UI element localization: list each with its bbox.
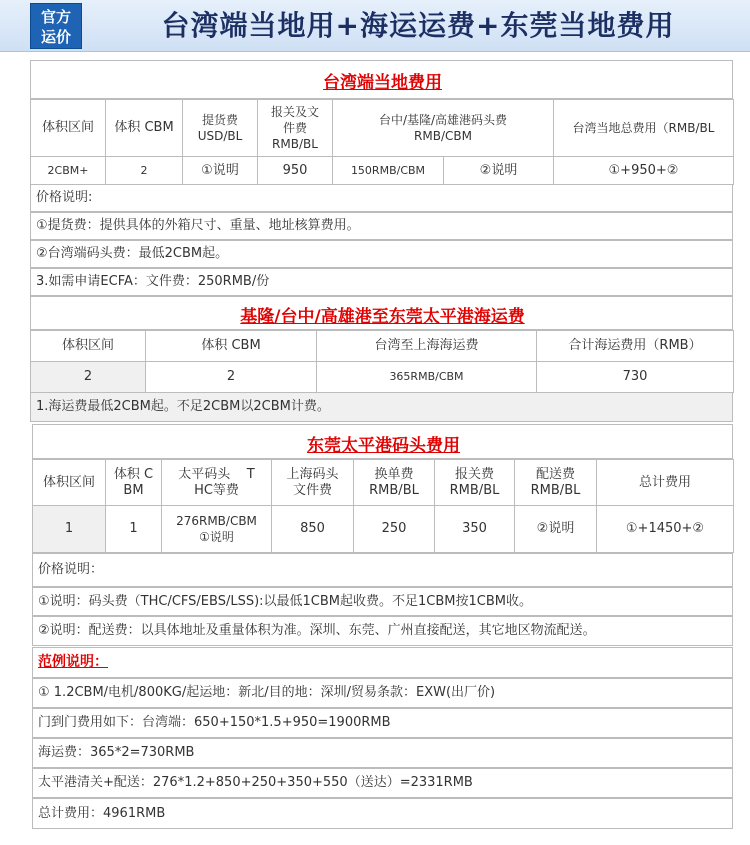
example-title: 范例说明： <box>38 654 108 670</box>
s2-header-volume-cbm: 体积 CBM <box>146 331 317 362</box>
s1-cell-range: 2CBM+ <box>31 157 106 185</box>
official-price-badge <box>30 3 82 49</box>
badge-line-1: 官方 <box>40 8 71 26</box>
s3-cell-total: ①+1450+② <box>597 506 734 553</box>
s2-cell-range: 2 <box>31 362 146 393</box>
s2-cell-rate: 365RMB/CBM <box>317 362 537 393</box>
example-line-1: 门到门费用如下：台湾端：650+150*1.5+950=1900RMB <box>32 708 733 738</box>
section3-table <box>32 459 734 553</box>
section1-title-box <box>30 60 733 99</box>
example-line-3: 太平港清关+配送：276*1.2+850+250+350+550（送达）=2331RMB <box>32 768 733 798</box>
s2-note: 1.海运费最低2CBM起。不足2CBM以2CBM计费。 <box>30 392 733 422</box>
s3-header-terminal-fee: 太平码头 T HC等费 <box>162 460 272 506</box>
s3-cell-range: 1 <box>33 506 106 553</box>
s3-header-total: 总计费用 <box>597 460 734 506</box>
section1-title: 台湾端当地费用 <box>323 73 442 93</box>
s2-cell-total: 730 <box>537 362 734 393</box>
section1-table <box>30 99 734 185</box>
s1-note-3: 3.如需申请ECFA：文件费：250RMB/份 <box>30 268 733 296</box>
s3-header-volume-cbm: 体积 C BM <box>106 460 162 506</box>
s3-header-customs-fee: 报关费 RMB/BL <box>435 460 515 506</box>
s3-cell-cbm: 1 <box>106 506 162 553</box>
s1-cell-pickup: ①说明 <box>183 157 258 185</box>
section2-title: 基隆/台中/高雄港至东莞太平港海运费 <box>240 307 525 327</box>
s1-cell-port-rate: 150RMB/CBM <box>333 157 444 185</box>
s1-header-volume-cbm: 体积 CBM <box>106 100 183 157</box>
section2-table <box>30 330 734 393</box>
s2-header-volume-range: 体积区间 <box>31 331 146 362</box>
s1-cell-cbm: 2 <box>106 157 183 185</box>
s3-header-volume-range: 体积区间 <box>33 460 106 506</box>
s3-header-doc-fee: 上海码头 文件费 <box>272 460 354 506</box>
s3-header-delivery-fee: 配送费 RMB/BL <box>515 460 597 506</box>
section3-title-box <box>32 424 733 459</box>
page-title: 台湾端当地用+海运运费+东莞当地费用 <box>161 9 675 42</box>
s1-header-pickup-fee: 提货费 USD/BL <box>183 100 258 157</box>
s2-header-total: 合计海运费用（RMB） <box>537 331 734 362</box>
page-header <box>0 0 750 52</box>
s3-note-1: ①说明：码头费（THC/CFS/EBS/LSS):以最低1CBM起收费。不足1CBM按1CBM收。 <box>32 587 733 616</box>
s1-header-port-fee: 台中/基隆/高雄港码头费 RMB/CBM <box>333 100 554 157</box>
s1-cell-port-note: ②说明 <box>444 157 554 185</box>
s3-cell-customs: 350 <box>435 506 515 553</box>
example-line-4: 总计费用：4961RMB <box>32 798 733 829</box>
s1-note-0: 价格说明: <box>30 184 733 212</box>
s3-cell-terminal: 276RMB/CBM ①说明 <box>162 506 272 553</box>
s2-cell-cbm: 2 <box>146 362 317 393</box>
s1-header-volume-range: 体积区间 <box>31 100 106 157</box>
s1-header-total: 台湾当地总费用（RMB/BL <box>554 100 734 157</box>
s3-cell-exchange: 250 <box>354 506 435 553</box>
s1-cell-customs: 950 <box>258 157 333 185</box>
example-title-row <box>32 647 733 678</box>
s3-cell-delivery: ②说明 <box>515 506 597 553</box>
s1-header-customs-fee: 报关及文 件费 RMB/BL <box>258 100 333 157</box>
s1-note-2: ②台湾端码头费：最低2CBM起。 <box>30 240 733 268</box>
s3-cell-doc: 850 <box>272 506 354 553</box>
s3-note-0: 价格说明： <box>32 553 733 587</box>
badge-line-2: 运价 <box>40 28 71 46</box>
s2-header-freight: 台湾至上海海运费 <box>317 331 537 362</box>
s3-note-2: ②说明：配送费：以具体地址及重量体积为准。深圳、东莞、广州直接配送，其它地区物流配送。 <box>32 616 733 646</box>
example-line-0: ① 1.2CBM/电机/800KG/起运地：新北/目的地：深圳/贸易条款：EXW(出厂价) <box>32 678 733 708</box>
s3-header-exchange-fee: 换单费 RMB/BL <box>354 460 435 506</box>
s1-cell-total: ①+950+② <box>554 157 734 185</box>
section3-title: 东莞太平港码头费用 <box>307 436 460 456</box>
s1-note-1: ①提货费：提供具体的外箱尺寸、重量、地址核算费用。 <box>30 212 733 240</box>
section2-title-box <box>30 296 733 330</box>
example-line-2: 海运费：365*2=730RMB <box>32 738 733 768</box>
